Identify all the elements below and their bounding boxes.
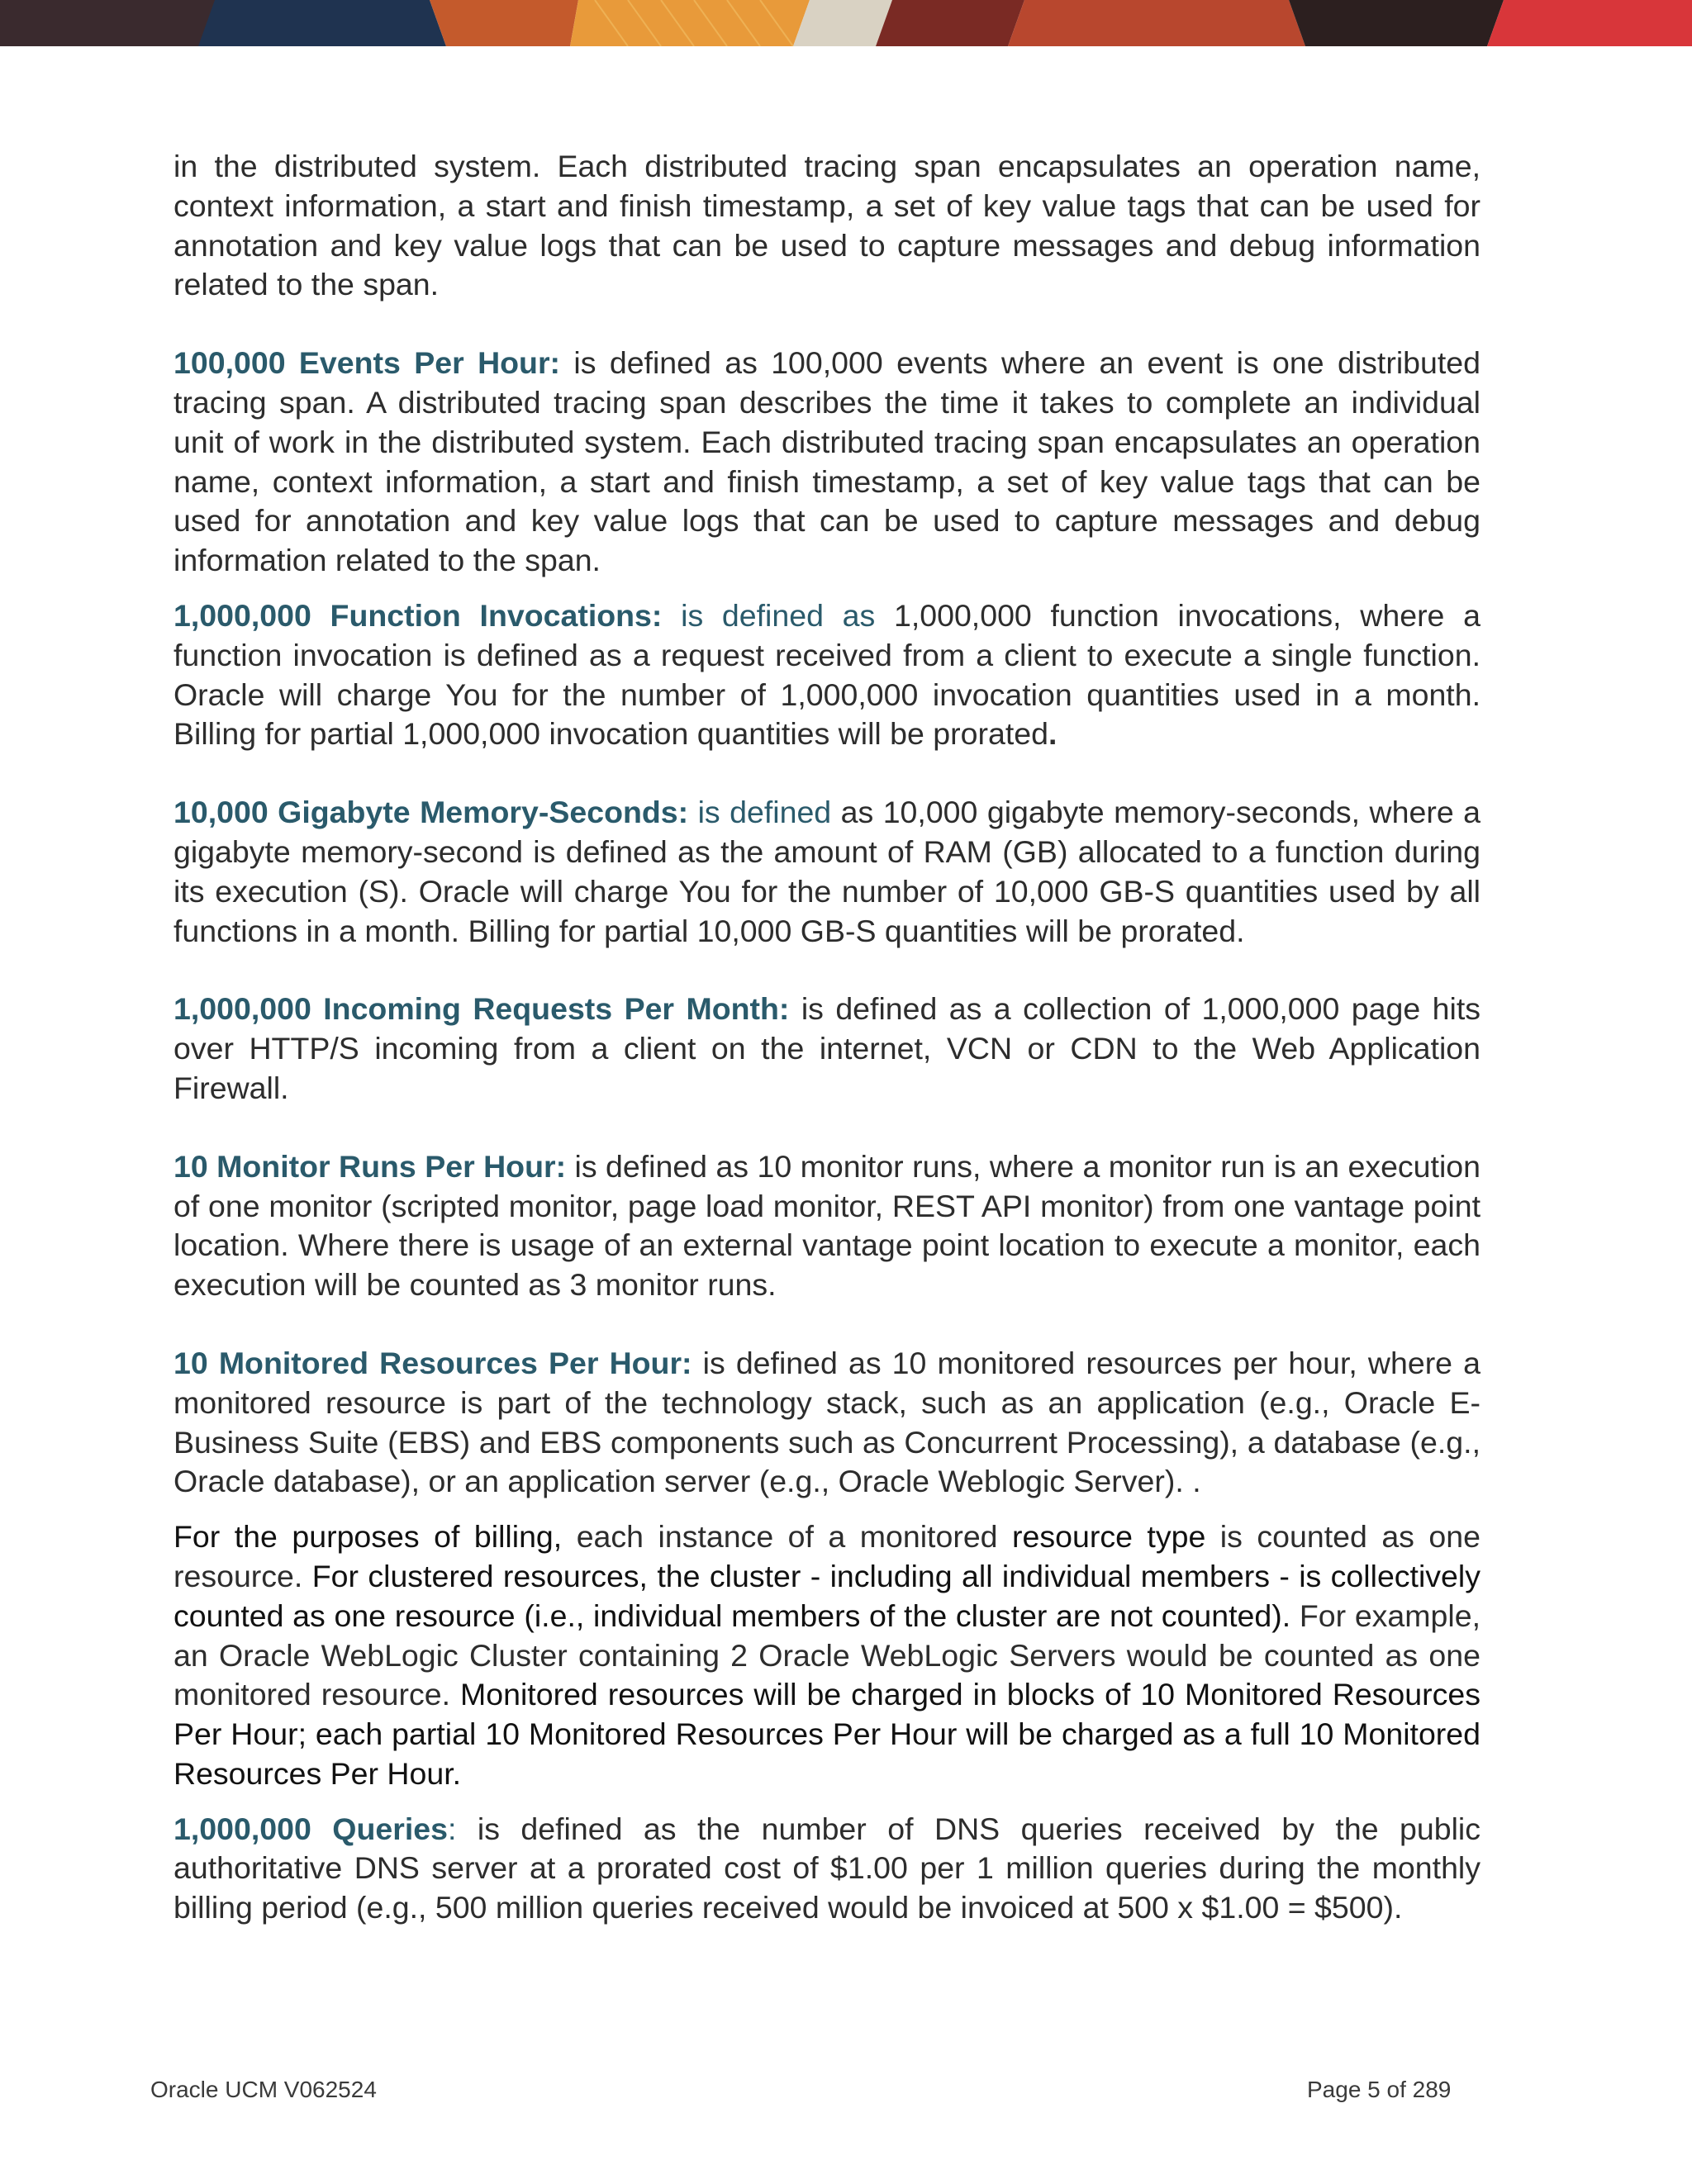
term-heading: 1,000,000 Queries (173, 1811, 448, 1846)
paragraph-text: For the purposes of billing, (173, 1519, 563, 1555)
paragraph-monitor-runs (173, 1147, 1480, 1305)
paragraph-text: is defined as a collection of 1,000,000 page hits over HTTP/S incoming from a client on the internet, VCN or CDN to the Web Application Firewall. (173, 991, 1480, 1105)
paragraph-dns-queries (173, 1810, 1480, 1928)
banner-segment (1008, 0, 1305, 46)
paragraph-text: in the distributed system. Each distributed tracing span encapsulates an operation name, context information, a start and finish timestamp, a set of key value tags that can be used for annotation and key value logs that can be used to capture messages and debug information related to the span. (173, 149, 1480, 302)
term-heading: 10,000 Gigabyte Memory-Seconds: (173, 795, 689, 830)
paragraph-function-invocations (173, 596, 1480, 754)
header-banner (0, 0, 1692, 46)
footer-document-id: Oracle UCM V062524 (150, 2077, 377, 2102)
paragraph-text: is defined as 10 monitored resources per hour, where a monitored resource is part of the technology stack, such as an application (e.g., Oracle E-Business Suite (EBS) and EBS components such as Concurrent Processing), a database (e.g., Oracle database), or an application server (e.g., Oracle Weblogic Server). . (173, 1345, 1480, 1499)
paragraph-incoming-requests (173, 990, 1480, 1108)
paragraph-text: each instance of a monitored (562, 1519, 1013, 1555)
paragraph-lead: is defined (688, 795, 832, 830)
paragraph-text: Monitored resources will be charged in blocks of 10 Monitored Resources Per Hour; each partial 10 Monitored Resources Per Hour will be charged as a full 10 Monitored Resources Per Hour. (173, 1677, 1480, 1791)
document-body (173, 147, 1480, 1928)
paragraph-text: is defined as the number of DNS queries received by the public authoritative DNS server at a prorated cost of $1.00 per 1 million queries during the monthly billing period (e.g., 500 million queries received would be invoiced at 500 x $1.00 = $500). (173, 1811, 1481, 1925)
banner-segment (430, 0, 578, 46)
banner-segment (1289, 0, 1504, 46)
banner-segment (0, 0, 215, 46)
banner-segment (876, 0, 1024, 46)
banner-segment (198, 0, 446, 46)
paragraph-text: is counted as one resource. (173, 1519, 1480, 1593)
paragraph-text: as 10,000 gigabyte memory-seconds, where a gigabyte memory-second is defined as the amount of RAM (GB) allocated to a function during its execution (S). Oracle will charge You for the number of 10,000 GB-S quantities used by all functions in a month. Billing for partial 10,000 GB-S quantities will be prorated. (173, 795, 1480, 948)
paragraph-lead: is defined as (662, 597, 876, 633)
term-colon: : (447, 1811, 457, 1846)
paragraph-events-per-hour (173, 344, 1480, 581)
paragraph-text: For clustered resources, the cluster - including all individual members - is collectively counted as one resource (i.e., individual members of the cluster are not counted). (173, 1558, 1480, 1633)
footer-page-number: Page 5 of 289 (1307, 2077, 1452, 2102)
paragraph-text: is defined as 10 monitor runs, where a monitor run is an execution of one monitor (scripted monitor, page load monitor, REST API monitor) from one vantage point location. Where there is usage of an external vantage point location to execute a monitor, each execution will be counted as 3 monitor runs. (173, 1148, 1480, 1303)
paragraph-text: 1,000,000 function invocations, where a function invocation is defined as a request received from a client to execute a single function. Oracle will charge You for the number of 1,000,000 invocation quantities used in a month. Billing for partial 1,000,000 invocation quantities will be prorated (173, 597, 1480, 752)
banner-segment (793, 0, 892, 46)
banner-segment (1487, 0, 1692, 46)
paragraph-memory-seconds (173, 793, 1480, 951)
paragraph-text: resource type (1012, 1519, 1206, 1555)
term-heading: 10 Monitor Runs Per Hour: (173, 1148, 567, 1184)
paragraph-monitored-resources (173, 1344, 1480, 1502)
paragraph-span-continuation (173, 147, 1480, 305)
paragraph-tail: . (1048, 716, 1058, 752)
paragraph-billing-purposes (173, 1517, 1480, 1794)
paragraph-text: For example, an Oracle WebLogic Cluster containing 2 Oracle WebLogic Servers would be counted as one monitored resource. (173, 1598, 1480, 1712)
paragraph-text: is defined as 100,000 events where an event is one distributed tracing span. A distributed tracing span describes the time it takes to complete an individual unit of work in the distributed system. Each distributed tracing span encapsulates an operation name, context information, a start and finish timestamp, a set of key value tags that can be used for annotation and key value logs that can be used to capture messages and debug information related to the span. (173, 345, 1480, 578)
term-heading: 100,000 Events Per Hour: (173, 345, 561, 381)
term-heading: 1,000,000 Function Invocations: (173, 597, 663, 633)
banner-artwork (0, 0, 1692, 46)
term-heading: 10 Monitored Resources Per Hour: (173, 1345, 692, 1380)
term-heading: 1,000,000 Incoming Requests Per Month: (173, 991, 790, 1027)
